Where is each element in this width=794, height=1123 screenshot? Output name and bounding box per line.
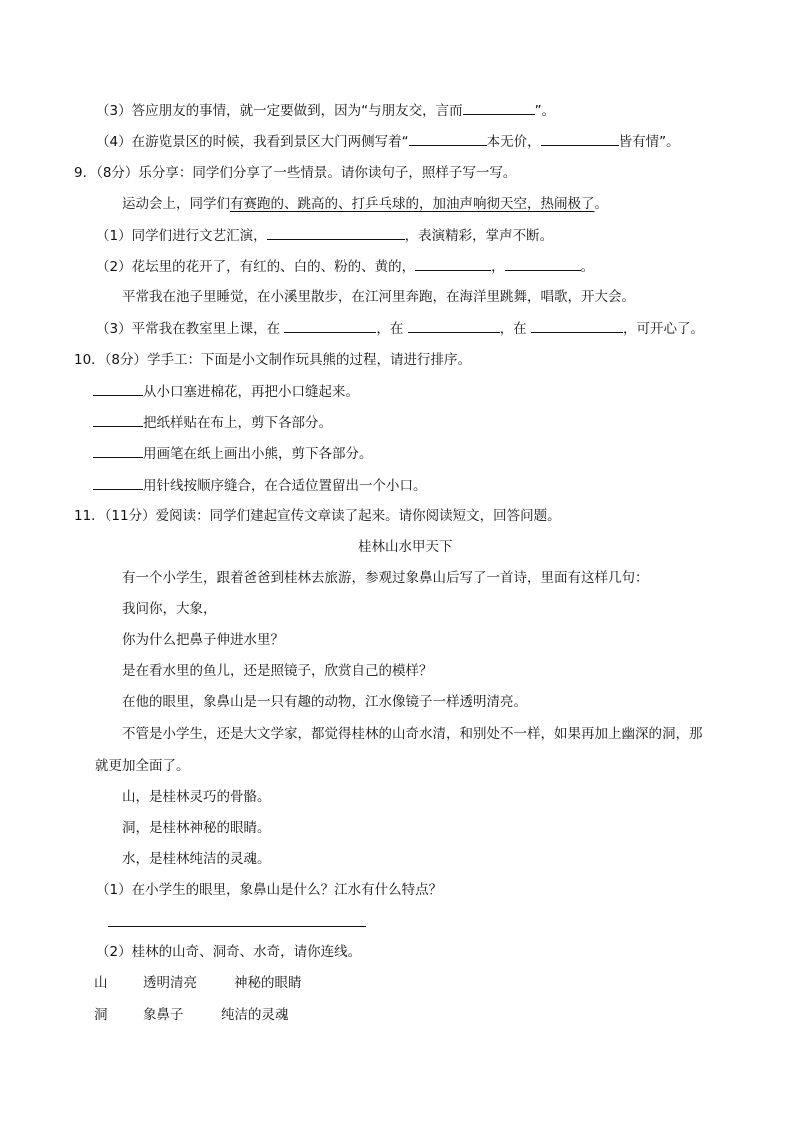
order-blank[interactable]	[93, 381, 143, 396]
answer-blank[interactable]	[267, 225, 405, 240]
poem-line: 我问你，大象，	[122, 601, 217, 617]
q8-item3: （3）答应朋友的事情，就一定要做到，因为“与朋友交，言而 ”。	[96, 100, 555, 121]
answer-line[interactable]	[108, 926, 366, 927]
match-col-b[interactable]: 透明清亮	[143, 975, 197, 991]
q11-sub1: （1）在小学生的眼里，象鼻山是什么？江水有什么特点？	[96, 882, 443, 898]
q10-step: 用针线按顺序缝合，在合适位置留出一个小口。	[93, 475, 427, 496]
q9-header: 9．（8分）乐分享：同学们分享了一些情景。请你读句子，照样子写一写。	[74, 165, 517, 181]
poem-line: 是在看水里的鱼儿，还是照镜子，欣赏自己的模样？	[122, 663, 433, 679]
answer-blank[interactable]	[409, 131, 487, 146]
match-col-c[interactable]: 神秘的眼睛	[234, 975, 302, 991]
match-col-a[interactable]: 山	[94, 975, 108, 991]
answer-blank[interactable]	[463, 100, 535, 115]
q9-example2: 平常我在池子里睡觉，在小溪里散步，在江河里奔跑，在海洋里跳舞，唱歌，开大会。	[122, 289, 635, 305]
q9-example: 运动会上，同学们有赛跑的、跳高的、打乒乓球的，加油声响彻天空，热闹极了。	[122, 196, 608, 212]
answer-blank[interactable]	[284, 318, 376, 333]
example-underlined: 有赛跑的、跳高的、打乒乓球的，加油声响彻天空，热闹极了	[230, 196, 595, 212]
match-col-c[interactable]: 纯洁的灵魂	[221, 1007, 289, 1023]
q10-header: 10．（8分）学手工：下面是小文制作玩具熊的过程，请进行排序。	[74, 352, 472, 368]
order-blank[interactable]	[93, 412, 143, 427]
answer-blank[interactable]	[408, 318, 500, 333]
q10-step: 把纸样贴在布上，剪下各部分。	[93, 412, 332, 433]
q9-item2: （2）花坛里的花开了，有红的、白的、粉的、黄的， ， 。	[96, 256, 594, 277]
passage-paragraph: 在他的眼里，象鼻山是一只有趣的动物，江水像镜子一样透明清亮。	[122, 694, 527, 710]
q9-item3: （3）平常我在教室里上课，在 ，在 ，在 ，可开心了。	[96, 318, 704, 339]
match-col-a[interactable]: 洞	[94, 1007, 108, 1023]
q10-step: 用画笔在纸上画出小熊，剪下各部分。	[93, 443, 373, 464]
passage-line: 水，是桂林纯洁的灵魂。	[122, 851, 271, 867]
passage-paragraph: 有一个小学生，跟着爸爸到桂林去旅游，参观过象鼻山后写了一首诗，里面有这样几句：	[122, 570, 649, 586]
passage-line: 洞，是桂林神秘的眼睛。	[122, 820, 271, 836]
passage-line: 山，是桂林灵巧的骨骼。	[122, 789, 271, 805]
answer-blank[interactable]	[531, 318, 623, 333]
q11-sub2: （2）桂林的山奇、洞奇、水奇，请你连线。	[96, 944, 362, 960]
match-col-b[interactable]: 象鼻子	[143, 1007, 184, 1023]
q8-item4: （4）在游览景区的时候，我看到景区大门两侧写着“ 本无价， 皆有情”。	[96, 131, 680, 152]
answer-blank[interactable]	[415, 256, 491, 271]
order-blank[interactable]	[93, 475, 143, 490]
poem-line: 你为什么把鼻子伸进水里？	[122, 632, 284, 648]
answer-blank[interactable]	[541, 131, 619, 146]
q9-item1: （1）同学们进行文艺汇演， ，表演精彩，掌声不断。	[96, 225, 553, 246]
passage-paragraph-cont: 就更加全面了。	[95, 758, 190, 774]
answer-blank[interactable]	[505, 256, 581, 271]
passage-title: 桂林山水甲天下	[358, 539, 453, 555]
q11-header: 11．（11分）爱阅读：同学们建起宣传文章读了起来。请你阅读短文，回答问题。	[74, 508, 561, 524]
passage-paragraph: 不管是小学生，还是大文学家，都觉得桂林的山奇水清，和别处不一样，如果再加上幽深的洞，那	[122, 726, 703, 742]
order-blank[interactable]	[93, 443, 143, 458]
q10-step: 从小口塞进棉花，再把小口缝起来。	[93, 381, 359, 402]
